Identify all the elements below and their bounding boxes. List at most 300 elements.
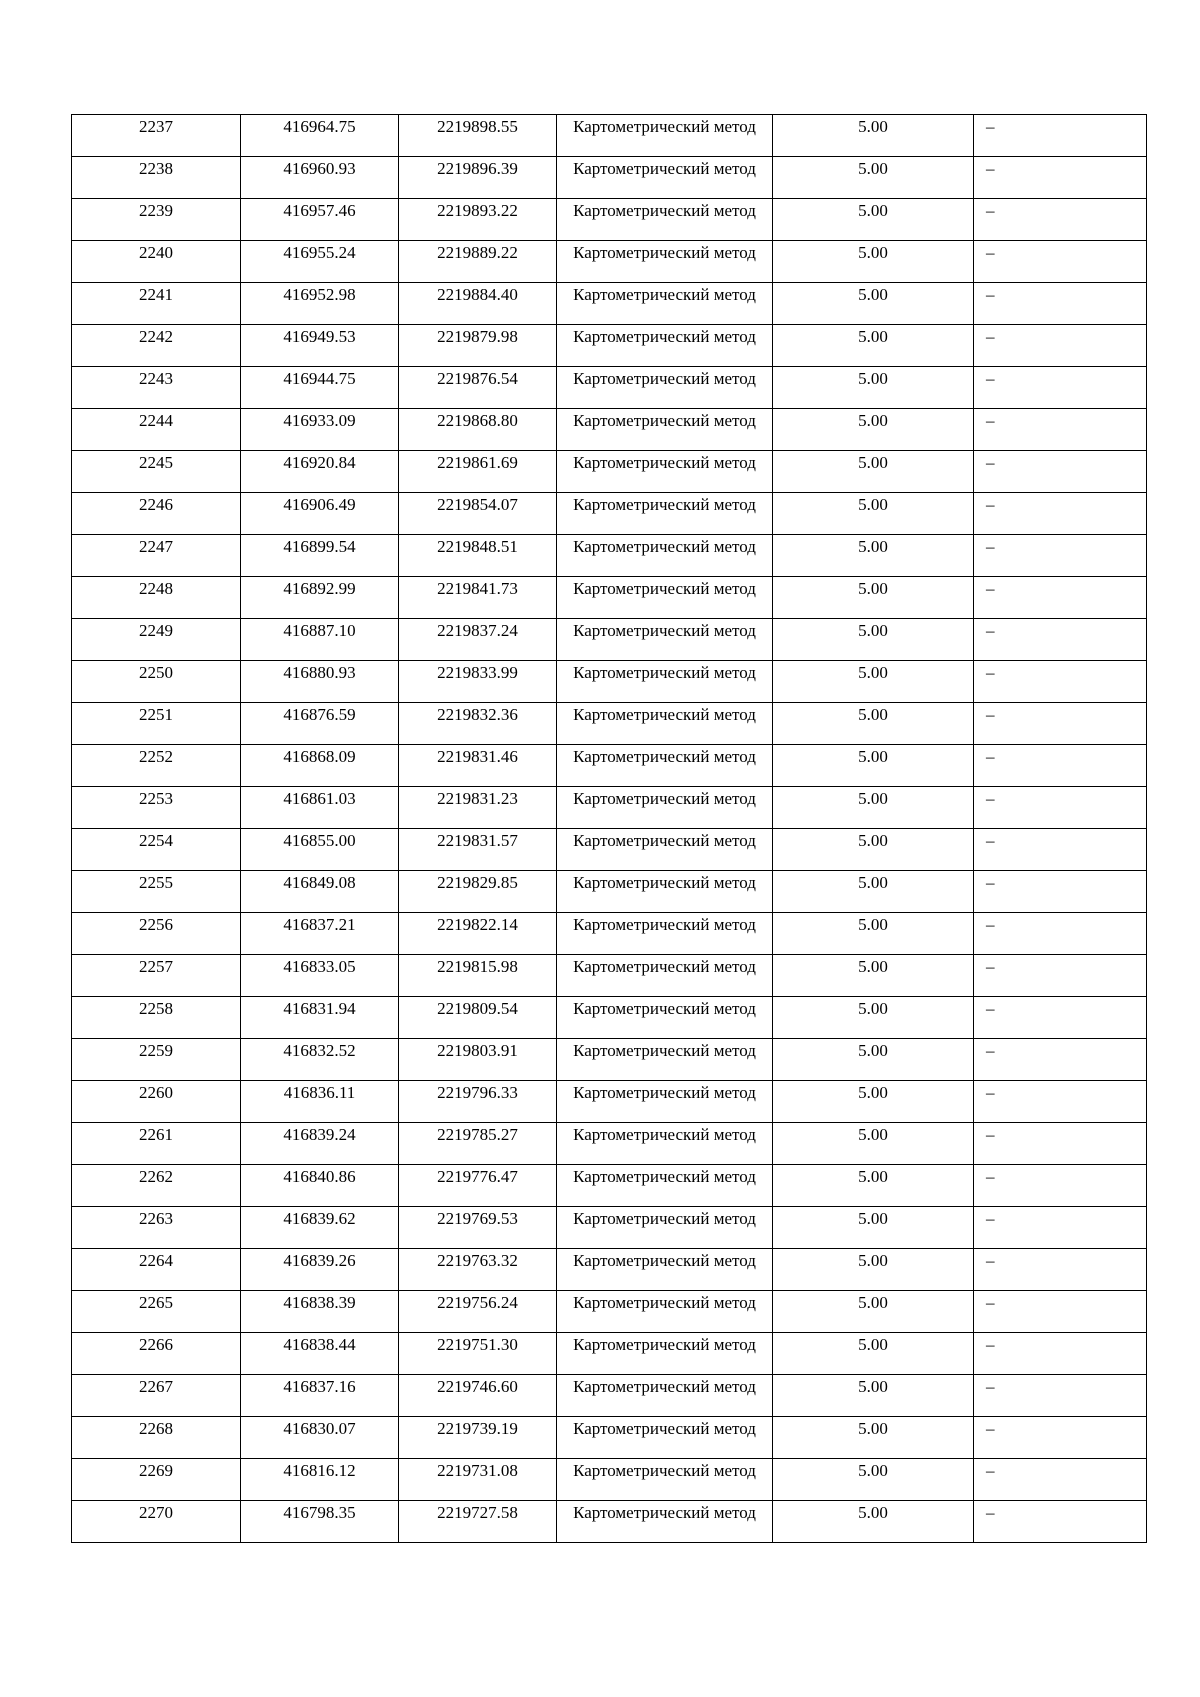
cell-text: 5.00 [858, 747, 888, 766]
y-coordinate-cell [399, 1417, 557, 1459]
cell-text: Картометрический метод [573, 411, 756, 430]
cell-text: 2245 [139, 453, 173, 472]
cell-text: Картометрический метод [573, 1461, 756, 1480]
y-coordinate-cell [399, 241, 557, 283]
cell-text: – [986, 285, 995, 304]
cell-text: 416836.11 [283, 1083, 356, 1102]
cell-text: Картометрический метод [573, 873, 756, 892]
cell-text: 5.00 [858, 1251, 888, 1270]
cell-text: Картометрический метод [573, 747, 756, 766]
accuracy-cell [773, 619, 974, 661]
coordinates-table [71, 114, 1147, 1543]
cell-text: 2241 [139, 285, 173, 304]
accuracy-cell [773, 871, 974, 913]
method-cell [557, 1291, 773, 1333]
y-coordinate-cell [399, 1291, 557, 1333]
point-number-cell [72, 1459, 241, 1501]
cell-text: 416839.26 [283, 1251, 356, 1270]
cell-text: – [986, 1461, 995, 1480]
x-coordinate-cell [241, 409, 399, 451]
cell-text: 2250 [139, 663, 173, 682]
cell-text: 2219751.30 [437, 1335, 518, 1354]
cell-text: – [986, 1209, 995, 1228]
cell-text: 2219815.98 [437, 957, 518, 976]
table-row [72, 535, 1147, 577]
cell-text: – [986, 915, 995, 934]
y-coordinate-cell [399, 535, 557, 577]
cell-text: 416837.21 [283, 915, 356, 934]
method-cell [557, 997, 773, 1039]
cell-text: Картометрический метод [573, 957, 756, 976]
cell-text: 2219746.60 [437, 1377, 518, 1396]
accuracy-cell [773, 1417, 974, 1459]
description-cell [974, 703, 1147, 745]
x-coordinate-cell [241, 1039, 399, 1081]
accuracy-cell [773, 367, 974, 409]
table-row [72, 1333, 1147, 1375]
cell-text: 5.00 [858, 1377, 888, 1396]
cell-text: 2247 [139, 537, 173, 556]
description-cell [974, 955, 1147, 997]
x-coordinate-cell [241, 493, 399, 535]
cell-text: 2246 [139, 495, 173, 514]
cell-text: 5.00 [858, 1041, 888, 1060]
method-cell [557, 493, 773, 535]
point-number-cell [72, 619, 241, 661]
point-number-cell [72, 1165, 241, 1207]
accuracy-cell [773, 703, 974, 745]
cell-text: 5.00 [858, 495, 888, 514]
x-coordinate-cell [241, 1081, 399, 1123]
cell-text: 416944.75 [283, 369, 356, 388]
description-cell [974, 1417, 1147, 1459]
description-cell [974, 829, 1147, 871]
method-cell [557, 367, 773, 409]
cell-text: – [986, 1419, 995, 1438]
accuracy-cell [773, 115, 974, 157]
table-body [72, 115, 1147, 1543]
point-number-cell [72, 1291, 241, 1333]
accuracy-cell [773, 451, 974, 493]
x-coordinate-cell [241, 661, 399, 703]
description-cell [974, 871, 1147, 913]
description-cell [974, 1291, 1147, 1333]
accuracy-cell [773, 829, 974, 871]
description-cell [974, 1165, 1147, 1207]
cell-text: – [986, 873, 995, 892]
table-row [72, 1207, 1147, 1249]
table-row [72, 913, 1147, 955]
method-cell [557, 1417, 773, 1459]
accuracy-cell [773, 1123, 974, 1165]
y-coordinate-cell [399, 1333, 557, 1375]
cell-text: 2261 [139, 1125, 173, 1144]
cell-text: 2262 [139, 1167, 173, 1186]
accuracy-cell [773, 1165, 974, 1207]
cell-text: 2219727.58 [437, 1503, 518, 1522]
table-row [72, 1291, 1147, 1333]
cell-text: 2219796.33 [437, 1083, 518, 1102]
x-coordinate-cell [241, 535, 399, 577]
description-cell [974, 1375, 1147, 1417]
table-row [72, 1165, 1147, 1207]
cell-text: 416964.75 [283, 117, 356, 136]
cell-text: 5.00 [858, 1419, 888, 1438]
cell-text: 2270 [139, 1503, 173, 1522]
point-number-cell [72, 1501, 241, 1543]
cell-text: – [986, 1083, 995, 1102]
table-row [72, 787, 1147, 829]
cell-text: 5.00 [858, 915, 888, 934]
cell-text: Картометрический метод [573, 1125, 756, 1144]
cell-text: Картометрический метод [573, 705, 756, 724]
table-row [72, 409, 1147, 451]
cell-text: 2219831.23 [437, 789, 518, 808]
x-coordinate-cell [241, 787, 399, 829]
cell-text: Картометрический метод [573, 327, 756, 346]
x-coordinate-cell [241, 829, 399, 871]
cell-text: Картометрический метод [573, 159, 756, 178]
cell-text: 416933.09 [283, 411, 356, 430]
y-coordinate-cell [399, 661, 557, 703]
cell-text: 2268 [139, 1419, 173, 1438]
description-cell [974, 493, 1147, 535]
table-row [72, 451, 1147, 493]
cell-text: Картометрический метод [573, 369, 756, 388]
cell-text: 416840.86 [283, 1167, 356, 1186]
cell-text: Картометрический метод [573, 579, 756, 598]
cell-text: 5.00 [858, 1125, 888, 1144]
y-coordinate-cell [399, 1501, 557, 1543]
cell-text: – [986, 1041, 995, 1060]
y-coordinate-cell [399, 955, 557, 997]
accuracy-cell [773, 913, 974, 955]
table-row [72, 199, 1147, 241]
cell-text: 2252 [139, 747, 173, 766]
table-row [72, 955, 1147, 997]
cell-text: Картометрический метод [573, 1335, 756, 1354]
x-coordinate-cell [241, 367, 399, 409]
description-cell [974, 367, 1147, 409]
table-row [72, 1417, 1147, 1459]
method-cell [557, 661, 773, 703]
cell-text: – [986, 243, 995, 262]
y-coordinate-cell [399, 577, 557, 619]
cell-text: Картометрический метод [573, 117, 756, 136]
cell-text: Картометрический метод [573, 1251, 756, 1270]
accuracy-cell [773, 997, 974, 1039]
cell-text: – [986, 1167, 995, 1186]
cell-text: 2219763.32 [437, 1251, 518, 1270]
y-coordinate-cell [399, 1249, 557, 1291]
method-cell [557, 1375, 773, 1417]
y-coordinate-cell [399, 199, 557, 241]
method-cell [557, 157, 773, 199]
y-coordinate-cell [399, 1081, 557, 1123]
cell-text: – [986, 537, 995, 556]
cell-text: Картометрический метод [573, 495, 756, 514]
description-cell [974, 1039, 1147, 1081]
cell-text: 416876.59 [283, 705, 356, 724]
x-coordinate-cell [241, 283, 399, 325]
description-cell [974, 1459, 1147, 1501]
cell-text: 416955.24 [283, 243, 356, 262]
accuracy-cell [773, 1081, 974, 1123]
cell-text: 416837.16 [283, 1377, 356, 1396]
cell-text: 5.00 [858, 873, 888, 892]
cell-text: 416831.94 [283, 999, 356, 1018]
point-number-cell [72, 283, 241, 325]
cell-text: 2219731.08 [437, 1461, 518, 1480]
y-coordinate-cell [399, 157, 557, 199]
method-cell [557, 1459, 773, 1501]
table-row [72, 661, 1147, 703]
table-row [72, 577, 1147, 619]
accuracy-cell [773, 283, 974, 325]
cell-text: 2240 [139, 243, 173, 262]
point-number-cell [72, 997, 241, 1039]
cell-text: 5.00 [858, 537, 888, 556]
cell-text: 2256 [139, 915, 173, 934]
cell-text: 5.00 [858, 789, 888, 808]
table-row [72, 997, 1147, 1039]
accuracy-cell [773, 1501, 974, 1543]
cell-text: 2267 [139, 1377, 173, 1396]
cell-text: – [986, 831, 995, 850]
x-coordinate-cell [241, 157, 399, 199]
point-number-cell [72, 703, 241, 745]
cell-text: Картометрический метод [573, 243, 756, 262]
accuracy-cell [773, 409, 974, 451]
cell-text: – [986, 1125, 995, 1144]
point-number-cell [72, 661, 241, 703]
cell-text: 2248 [139, 579, 173, 598]
cell-text: 2238 [139, 159, 173, 178]
table-row [72, 1081, 1147, 1123]
cell-text: 2219868.80 [437, 411, 518, 430]
cell-text: Картометрический метод [573, 831, 756, 850]
table-row [72, 1123, 1147, 1165]
cell-text: 416832.52 [283, 1041, 356, 1060]
y-coordinate-cell [399, 787, 557, 829]
cell-text: – [986, 1503, 995, 1522]
x-coordinate-cell [241, 1417, 399, 1459]
cell-text: Картометрический метод [573, 1293, 756, 1312]
description-cell [974, 1123, 1147, 1165]
cell-text: 2263 [139, 1209, 173, 1228]
cell-text: 2219854.07 [437, 495, 518, 514]
cell-text: 5.00 [858, 159, 888, 178]
x-coordinate-cell [241, 619, 399, 661]
description-cell [974, 1249, 1147, 1291]
cell-text: – [986, 495, 995, 514]
method-cell [557, 241, 773, 283]
cell-text: 5.00 [858, 369, 888, 388]
y-coordinate-cell [399, 451, 557, 493]
cell-text: Картометрический метод [573, 1377, 756, 1396]
y-coordinate-cell [399, 115, 557, 157]
accuracy-cell [773, 1459, 974, 1501]
cell-text: 2249 [139, 621, 173, 640]
accuracy-cell [773, 955, 974, 997]
point-number-cell [72, 745, 241, 787]
y-coordinate-cell [399, 997, 557, 1039]
y-coordinate-cell [399, 1207, 557, 1249]
x-coordinate-cell [241, 1249, 399, 1291]
point-number-cell [72, 1249, 241, 1291]
accuracy-cell [773, 1375, 974, 1417]
point-number-cell [72, 367, 241, 409]
cell-text: 5.00 [858, 117, 888, 136]
cell-text: 2219832.36 [437, 705, 518, 724]
description-cell [974, 1207, 1147, 1249]
point-number-cell [72, 1123, 241, 1165]
cell-text: – [986, 411, 995, 430]
point-number-cell [72, 829, 241, 871]
cell-text: 2260 [139, 1083, 173, 1102]
description-cell [974, 1333, 1147, 1375]
table-row [72, 1375, 1147, 1417]
cell-text: 2255 [139, 873, 173, 892]
y-coordinate-cell [399, 913, 557, 955]
table-row [72, 1501, 1147, 1543]
accuracy-cell [773, 493, 974, 535]
table-row [72, 871, 1147, 913]
cell-text: 2219803.91 [437, 1041, 518, 1060]
cell-text: 5.00 [858, 1083, 888, 1102]
method-cell [557, 577, 773, 619]
y-coordinate-cell [399, 829, 557, 871]
method-cell [557, 1333, 773, 1375]
cell-text: – [986, 1251, 995, 1270]
point-number-cell [72, 199, 241, 241]
x-coordinate-cell [241, 1375, 399, 1417]
cell-text: 416830.07 [283, 1419, 356, 1438]
point-number-cell [72, 535, 241, 577]
cell-text: 416868.09 [283, 747, 356, 766]
point-number-cell [72, 871, 241, 913]
table-row [72, 829, 1147, 871]
method-cell [557, 325, 773, 367]
cell-text: 2219831.46 [437, 747, 518, 766]
method-cell [557, 619, 773, 661]
y-coordinate-cell [399, 703, 557, 745]
accuracy-cell [773, 1249, 974, 1291]
table-row [72, 325, 1147, 367]
point-number-cell [72, 787, 241, 829]
cell-text: 5.00 [858, 285, 888, 304]
method-cell [557, 199, 773, 241]
cell-text: 416849.08 [283, 873, 356, 892]
x-coordinate-cell [241, 1165, 399, 1207]
description-cell [974, 535, 1147, 577]
x-coordinate-cell [241, 1501, 399, 1543]
cell-text: 2219841.73 [437, 579, 518, 598]
cell-text: 416952.98 [283, 285, 356, 304]
cell-text: 2219831.57 [437, 831, 518, 850]
accuracy-cell [773, 199, 974, 241]
x-coordinate-cell [241, 955, 399, 997]
cell-text: – [986, 957, 995, 976]
y-coordinate-cell [399, 1459, 557, 1501]
cell-text: Картометрический метод [573, 789, 756, 808]
accuracy-cell [773, 1039, 974, 1081]
cell-text: 2219833.99 [437, 663, 518, 682]
y-coordinate-cell [399, 871, 557, 913]
cell-text: 5.00 [858, 1293, 888, 1312]
cell-text: 5.00 [858, 831, 888, 850]
cell-text: 2219756.24 [437, 1293, 518, 1312]
cell-text: 2219884.40 [437, 285, 518, 304]
cell-text: 5.00 [858, 411, 888, 430]
cell-text: 2219879.98 [437, 327, 518, 346]
cell-text: Картометрический метод [573, 999, 756, 1018]
cell-text: Картометрический метод [573, 537, 756, 556]
accuracy-cell [773, 241, 974, 283]
cell-text: – [986, 705, 995, 724]
point-number-cell [72, 325, 241, 367]
table-row [72, 745, 1147, 787]
cell-text: 2219829.85 [437, 873, 518, 892]
cell-text: – [986, 159, 995, 178]
cell-text: 2219893.22 [437, 201, 518, 220]
x-coordinate-cell [241, 115, 399, 157]
cell-text: 416920.84 [283, 453, 356, 472]
cell-text: Картометрический метод [573, 1209, 756, 1228]
description-cell [974, 115, 1147, 157]
cell-text: 5.00 [858, 1167, 888, 1186]
method-cell [557, 955, 773, 997]
x-coordinate-cell [241, 703, 399, 745]
description-cell [974, 577, 1147, 619]
cell-text: 416816.12 [283, 1461, 356, 1480]
method-cell [557, 1081, 773, 1123]
cell-text: 416861.03 [283, 789, 356, 808]
description-cell [974, 199, 1147, 241]
description-cell [974, 451, 1147, 493]
cell-text: 2243 [139, 369, 173, 388]
cell-text: 416833.05 [283, 957, 356, 976]
cell-text: 416839.24 [283, 1125, 356, 1144]
cell-text: 2219837.24 [437, 621, 518, 640]
cell-text: 2239 [139, 201, 173, 220]
y-coordinate-cell [399, 283, 557, 325]
cell-text: Картометрический метод [573, 663, 756, 682]
cell-text: 5.00 [858, 1461, 888, 1480]
cell-text: – [986, 621, 995, 640]
table-row [72, 283, 1147, 325]
y-coordinate-cell [399, 325, 557, 367]
method-cell [557, 1207, 773, 1249]
y-coordinate-cell [399, 493, 557, 535]
x-coordinate-cell [241, 1459, 399, 1501]
cell-text: 416880.93 [283, 663, 356, 682]
point-number-cell [72, 1207, 241, 1249]
x-coordinate-cell [241, 1333, 399, 1375]
cell-text: Картометрический метод [573, 1167, 756, 1186]
cell-text: Картометрический метод [573, 201, 756, 220]
table-row [72, 1249, 1147, 1291]
cell-text: 2219848.51 [437, 537, 518, 556]
cell-text: 5.00 [858, 1209, 888, 1228]
point-number-cell [72, 1417, 241, 1459]
cell-text: – [986, 327, 995, 346]
accuracy-cell [773, 325, 974, 367]
cell-text: 2258 [139, 999, 173, 1018]
point-number-cell [72, 409, 241, 451]
cell-text: 2264 [139, 1251, 173, 1270]
cell-text: 5.00 [858, 621, 888, 640]
